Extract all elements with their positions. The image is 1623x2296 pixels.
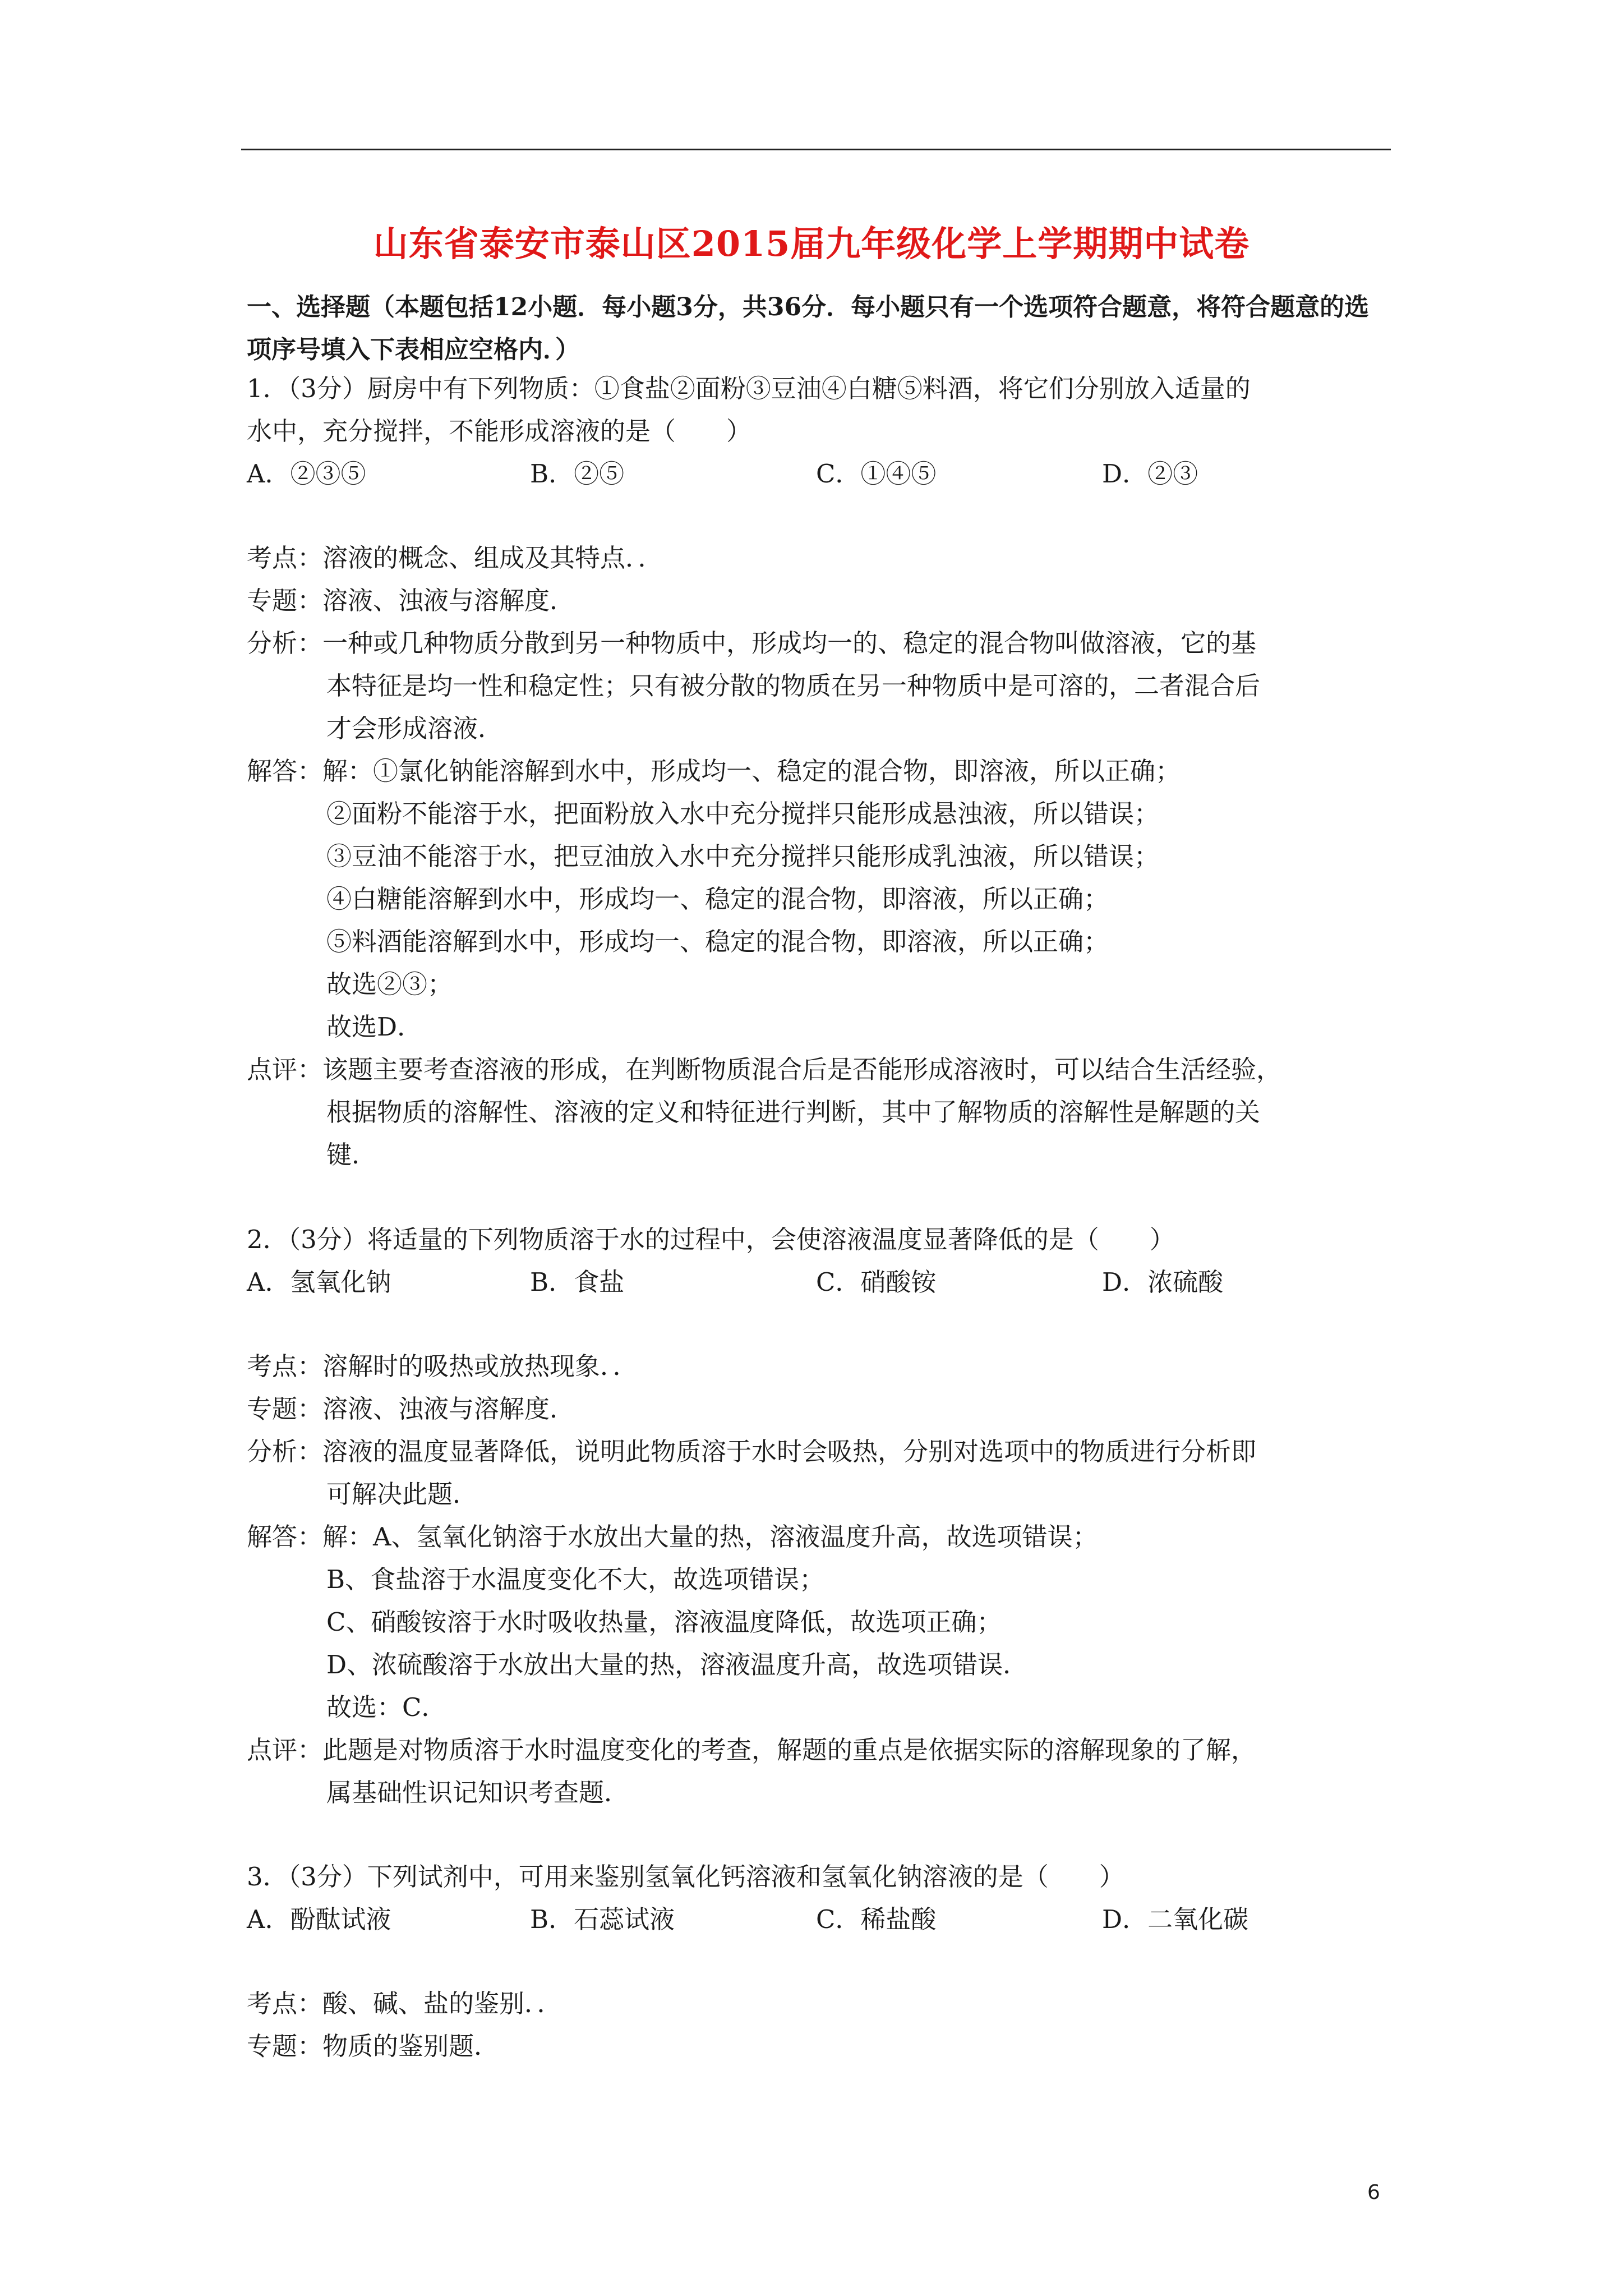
- q2-jieda-line2: B、食盐溶于水温度变化不大，故选项错误；: [326, 1565, 825, 1594]
- q3-stem-line1: 3．（3分）下列试剂中，可用来鉴别氢氧化钙溶液和氢氧化钠溶液的是（ ）: [247, 1862, 1124, 1892]
- q3-option-a: A．酚酞试液: [247, 1904, 391, 1934]
- q1-stem-line2: 水中，充分搅拌，不能形成溶液的是（ ）: [247, 416, 752, 446]
- q2-jieda-line3: C、硝酸铵溶于水时吸收热量，溶液温度降低，故选项正确；: [326, 1607, 1002, 1637]
- q1-fenxi-line1: 分析：一种或几种物质分散到另一种物质中，形成均一的、稳定的混合物叫做溶液，它的基: [247, 628, 1257, 658]
- q1-dianping-line1: 点评：该题主要考查溶液的形成，在判断物质混合后是否能形成溶液时，可以结合生活经验，: [247, 1055, 1282, 1084]
- q1-option-a: A．②③⑤: [247, 459, 366, 489]
- q2-option-d: D．浓硫酸: [1102, 1267, 1224, 1297]
- q1-jieda-line3: ③豆油不能溶于水，把豆油放入水中充分搅拌只能形成乳浊液，所以错误；: [326, 841, 1160, 871]
- q3-zhuanti: 专题：物质的鉴别题．: [247, 2031, 500, 2061]
- q1-jieda-line7: 故选D．: [326, 1012, 423, 1042]
- q2-dianping-line2: 属基础性识记知识考查题．: [326, 1778, 630, 1807]
- q2-fenxi-line2: 可解决此题．: [326, 1479, 478, 1509]
- q3-option-b: B．石蕊试液: [530, 1904, 675, 1934]
- q1-jieda-line1: 解答：解：①氯化钠能溶解到水中，形成均一、稳定的混合物，即溶液，所以正确；: [247, 756, 1181, 786]
- q2-jieda-line4: D、浓硫酸溶于水放出大量的热，溶液温度升高，故选项错误．: [326, 1650, 1029, 1680]
- q1-dianping-line2: 根据物质的溶解性、溶液的定义和特征进行判断，其中了解物质的溶解性是解题的关: [326, 1097, 1261, 1127]
- q2-dianping-line1: 点评：此题是对物质溶于水时温度变化的考查，解题的重点是依据实际的溶解现象的了解，: [247, 1735, 1257, 1765]
- q1-jieda-line2: ②面粉不能溶于水，把面粉放入水中充分搅拌只能形成悬浊液，所以错误；: [326, 799, 1160, 829]
- q1-zhuanti: 专题：溶液、浊液与溶解度．: [247, 586, 575, 615]
- q3-kaodian: 考点：酸、碱、盐的鉴别．．: [247, 1989, 562, 2018]
- q1-dianping-line3: 键．: [326, 1140, 377, 1170]
- q2-stem-line1: 2．（3分）将适量的下列物质溶于水的过程中，会使溶液温度显著降低的是（ ）: [247, 1225, 1175, 1254]
- q2-zhuanti: 专题：溶液、浊液与溶解度．: [247, 1394, 575, 1424]
- q2-jieda-line5: 故选：C．: [326, 1692, 447, 1722]
- q2-kaodian: 考点：溶解时的吸热或放热现象．．: [247, 1351, 638, 1381]
- q2-option-a: A．氢氧化钠: [247, 1267, 391, 1297]
- q1-kaodian: 考点：溶液的概念、组成及其特点．．: [247, 543, 663, 573]
- q3-option-c: C．稀盐酸: [816, 1904, 937, 1934]
- q3-option-d: D．二氧化碳: [1102, 1904, 1249, 1934]
- page-title: 山东省泰安市泰山区2015届九年级化学上学期期中试卷: [373, 223, 1250, 264]
- header-rule: [241, 149, 1391, 150]
- q1-option-c: C．①④⑤: [816, 459, 937, 489]
- q2-option-c: C．硝酸铵: [816, 1267, 937, 1297]
- q1-option-b: B．②⑤: [530, 459, 625, 489]
- section-heading: 一、选择题（本题包括12小题．每小题3分，共36分．每小题只有一个选项符合题意，将符合题意的选项序号填入下表相应空格内．）: [247, 293, 1370, 364]
- q2-fenxi-line1: 分析：溶液的温度显著降低，说明此物质溶于水时会吸热，分别对选项中的物质进行分析即: [247, 1437, 1257, 1466]
- q1-jieda-line4: ④白糖能溶解到水中，形成均一、稳定的混合物，即溶液，所以正确；: [326, 884, 1109, 914]
- q1-option-d: D．②③: [1102, 459, 1198, 489]
- q1-fenxi-line2: 本特征是均一性和稳定性；只有被分散的物质在另一种物质中是可溶的，二者混合后: [326, 671, 1261, 701]
- q1-jieda-line5: ⑤料酒能溶解到水中，形成均一、稳定的混合物，即溶液，所以正确；: [326, 927, 1109, 956]
- q2-jieda-line1: 解答：解：A、氢氧化钠溶于水放出大量的热，溶液温度升高，故选项错误；: [247, 1522, 1098, 1552]
- q1-fenxi-line3: 才会形成溶液．: [326, 714, 504, 743]
- q2-option-b: B．食盐: [530, 1267, 625, 1297]
- page-number: 6: [1367, 2181, 1380, 2204]
- q1-jieda-line6: 故选②③；: [326, 969, 453, 999]
- q1-stem-line1: 1．（3分）厨房中有下列物质：①食盐②面粉③豆油④白糖⑤料酒，将它们分别放入适量的: [247, 374, 1251, 403]
